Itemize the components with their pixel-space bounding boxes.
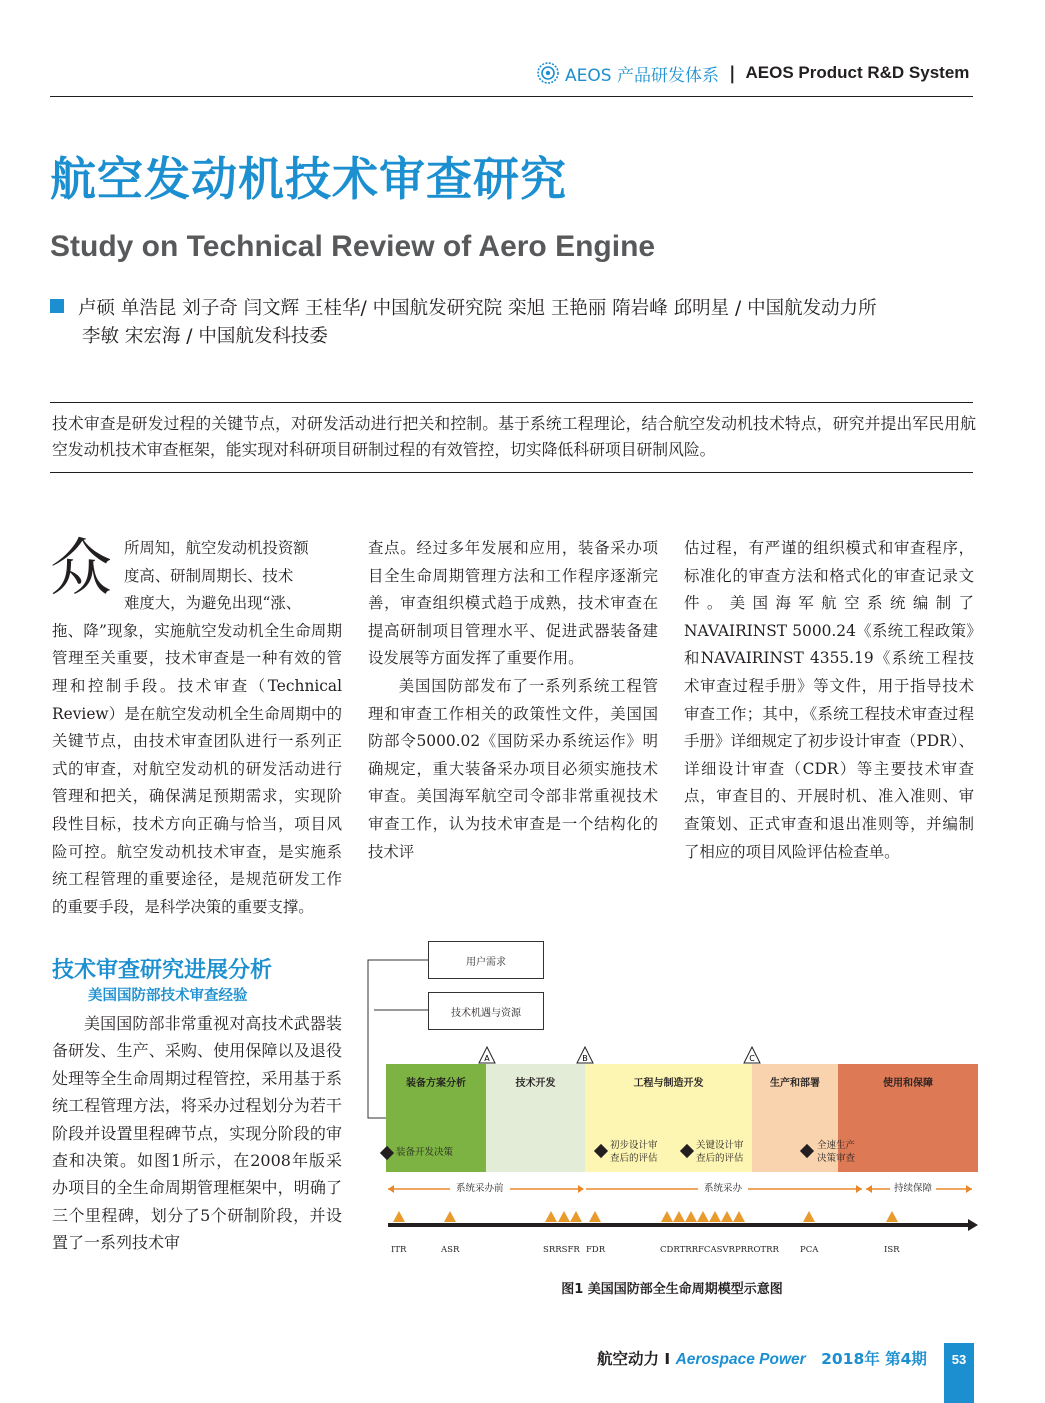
col2-paragraph-2: 美国国防部发布了一系列系统工程管理和审查工作相关的政策性文件，美国国防部令5000.02《国防采办系统运作》明确规定，重大装备采办项目必须实施技术审查。美国海军航空司令部非常重视技术审查工作，认为技术审查是一个结构化的技术评 xyxy=(368,676,658,861)
bullet-square-icon xyxy=(50,299,64,313)
aeos-logo-icon xyxy=(537,62,559,84)
review-label-asr: ASR xyxy=(441,1245,460,1255)
article-title-en: Study on Technical Review of Aero Engine xyxy=(50,230,656,263)
milestone-a-label: A xyxy=(484,1054,490,1063)
review-triangle-icon xyxy=(733,1211,745,1222)
header-separator: | xyxy=(728,62,736,84)
phase-operations-support: 使用和保障 xyxy=(838,1064,978,1172)
review-label-pca: PCA xyxy=(800,1245,819,1255)
review-triangle-icon xyxy=(545,1211,557,1222)
review-triangle-icon xyxy=(709,1211,721,1222)
author-block xyxy=(50,295,990,351)
decision-label-cdr: 关键设计审 查后的评估 xyxy=(696,1140,744,1164)
review-triangle-icon xyxy=(661,1211,673,1222)
review-triangle-icon xyxy=(803,1211,815,1222)
header-series-cn: AEOS 产品研发体系 xyxy=(565,65,719,86)
label-pre-acquisition: 系统采办前 xyxy=(450,1182,510,1195)
subsection-heading: 美国国防部技术审查经验 xyxy=(88,988,248,1004)
figure-caption: 图1 美国国防部全生命周期模型示意图 xyxy=(561,1282,783,1297)
decision-label-pdr: 初步设计审 查后的评估 xyxy=(610,1140,658,1164)
author-line-1 xyxy=(50,295,990,323)
figure-1 xyxy=(362,938,982,1297)
col1-third-line: 难度大，为避免出现“涨、 xyxy=(124,594,302,613)
journal-name-cn: 航空动力 xyxy=(597,1350,660,1368)
milestone-b-icon xyxy=(576,1046,594,1064)
review-triangle-icon xyxy=(393,1211,405,1222)
phase-material-solution-analysis: 装备方案分析 xyxy=(386,1064,486,1172)
decision-label-mdd: 装备开发决策 xyxy=(396,1147,454,1158)
milestone-c-label: C xyxy=(749,1054,755,1063)
body-column-1 xyxy=(50,531,342,921)
article-title-cn: 航空发动机技术审查研究 xyxy=(50,152,567,206)
milestone-b-label: B xyxy=(582,1054,588,1063)
review-triangle-icon xyxy=(697,1211,709,1222)
journal-name-en: Aerospace Power xyxy=(675,1351,806,1368)
page-number: 53 xyxy=(944,1343,974,1403)
user-needs-box: 用户需求 xyxy=(428,941,544,979)
phase-production-deployment: 生产和部署 xyxy=(752,1064,838,1172)
milestone-a-icon xyxy=(478,1046,496,1064)
drop-cap: 众 xyxy=(50,531,113,604)
review-label-itr: ITR xyxy=(391,1245,407,1255)
col1-second-line: 度高、研制周期长、技术 xyxy=(124,566,294,585)
review-triangle-icon xyxy=(589,1211,601,1222)
abstract-bottom-rule xyxy=(50,472,973,473)
review-triangle-icon xyxy=(444,1211,456,1222)
body-column-2 xyxy=(368,535,658,866)
review-label-fdr: FDR xyxy=(586,1245,606,1255)
footer xyxy=(597,1347,927,1369)
col1-first-line: 所周知，航空发动机投资额 xyxy=(124,539,309,557)
col1-paragraph: 拖、降”现象，实施航空发动机全生命周期管理至关重要，技术审查是一种有效的管理和控制手段。技术审查（Technical Review）是在航空发动机全生命周期中的关键节点，由技术审查团队进行一系列正式的审查，对航空发动机的研发活动进行管理和把关，确保满足预期需求，实现阶段性目标，技术方向正确与恰当，项目风险可控。航空发动机技术审查，是实施系统工程管理的重要途径，是规范研发工作的重要手段，是科学决策的重要支撑。 xyxy=(52,621,342,916)
review-triangle-icon xyxy=(570,1211,582,1222)
milestone-c-icon xyxy=(743,1046,761,1064)
review-triangle-icon xyxy=(886,1211,898,1222)
tech-opportunities-box: 技术机遇与资源 xyxy=(428,992,544,1030)
footer-separator: I xyxy=(664,1350,671,1368)
authors-text-1: 卢硕 单浩昆 刘子奇 闫文辉 王桂华/ 中国航发研究院 栾旭 王艳丽 隋岩峰 邱明星 / 中国航发动力所 xyxy=(78,298,877,319)
phase-technology-development: 技术开发 xyxy=(486,1064,585,1172)
label-acquisition: 系统采办 xyxy=(698,1182,748,1195)
abstract-top-rule xyxy=(50,402,973,403)
phase-emd: 工程与制造开发 xyxy=(585,1064,752,1172)
decision-label-frp: 全速生产 决策审查 xyxy=(817,1140,856,1164)
abstract: 技术审查是研发过程的关键节点，对研发活动进行把关和控制。基于系统工程理论，结合航空发动机技术特点，研究并提出军民用航空发动机技术审查框架，能实现对科研项目研制过程的有效管控，切实降低科研项目研制风险。 xyxy=(52,414,976,459)
col2-paragraph-1: 查点。经过多年发展和应用，装备采办项目全生命周期管理方法和工作程序逐渐完善，审查组织模式趋于成熟，技术审查在提高研制项目管理水平、促进武器装备建设发展等方面发挥了重要作用。 xyxy=(368,539,658,668)
author-line-2: 李敏 宋宏海 / 中国航发科技委 xyxy=(82,326,328,347)
section-heading: 技术审查研究进展分析 xyxy=(52,958,273,983)
label-sustainment: 持续保障 xyxy=(890,1182,936,1195)
review-label-isr: ISR xyxy=(884,1245,900,1255)
header-rule xyxy=(50,96,973,97)
journal-issue: 2018年 第4期 xyxy=(821,1350,927,1368)
review-triangle-icon xyxy=(673,1211,685,1222)
col3-paragraph-1: 估过程，有严谨的组织模式和审查程序，标准化的审查方法和格式化的审查记录文件。美国海军航空系统编制了NAVAIRINST 5000.24《系统工程政策》和NAVAIRINST 4355.19《系统工程技术审查过程手册》等文件，用于指导技术审查工作；其中，《系统工程技术审查过程手册》详细规定了初步设计审查（PDR）、详细设计审查（CDR）等主要技术审查点，审查目的、开展时机、准入准则、审查策划、正式审查和退出准则等，并编制了相应的项目风险评估检查单。 xyxy=(684,539,974,861)
review-label-srr-sfr: SRRSFR xyxy=(543,1245,580,1255)
body-column-3 xyxy=(684,535,974,866)
review-triangle-icon xyxy=(685,1211,697,1222)
review-triangle-icon xyxy=(558,1211,570,1222)
running-header xyxy=(537,60,977,86)
review-label-cdr-otrr: CDRTRRFCASVRPRROTRR xyxy=(660,1245,779,1255)
header-series-en: AEOS Product R&D System xyxy=(745,63,970,82)
review-triangle-icon xyxy=(721,1211,733,1222)
col1-paragraph-2: 美国国防部非常重视对高技术武器装备研发、生产、采购、使用保障以及退役处理等全生命周期过程管控，采用基于系统工程管理方法，将采办过程划分为若干阶段并设置里程碑节点，实现分阶段的审查和决策。如图1所示，在2008年版采办项目的全生命周期管理框架中，明确了三个里程碑，划分了5个研制阶段，并设置了一系列技术审 xyxy=(52,1014,342,1253)
